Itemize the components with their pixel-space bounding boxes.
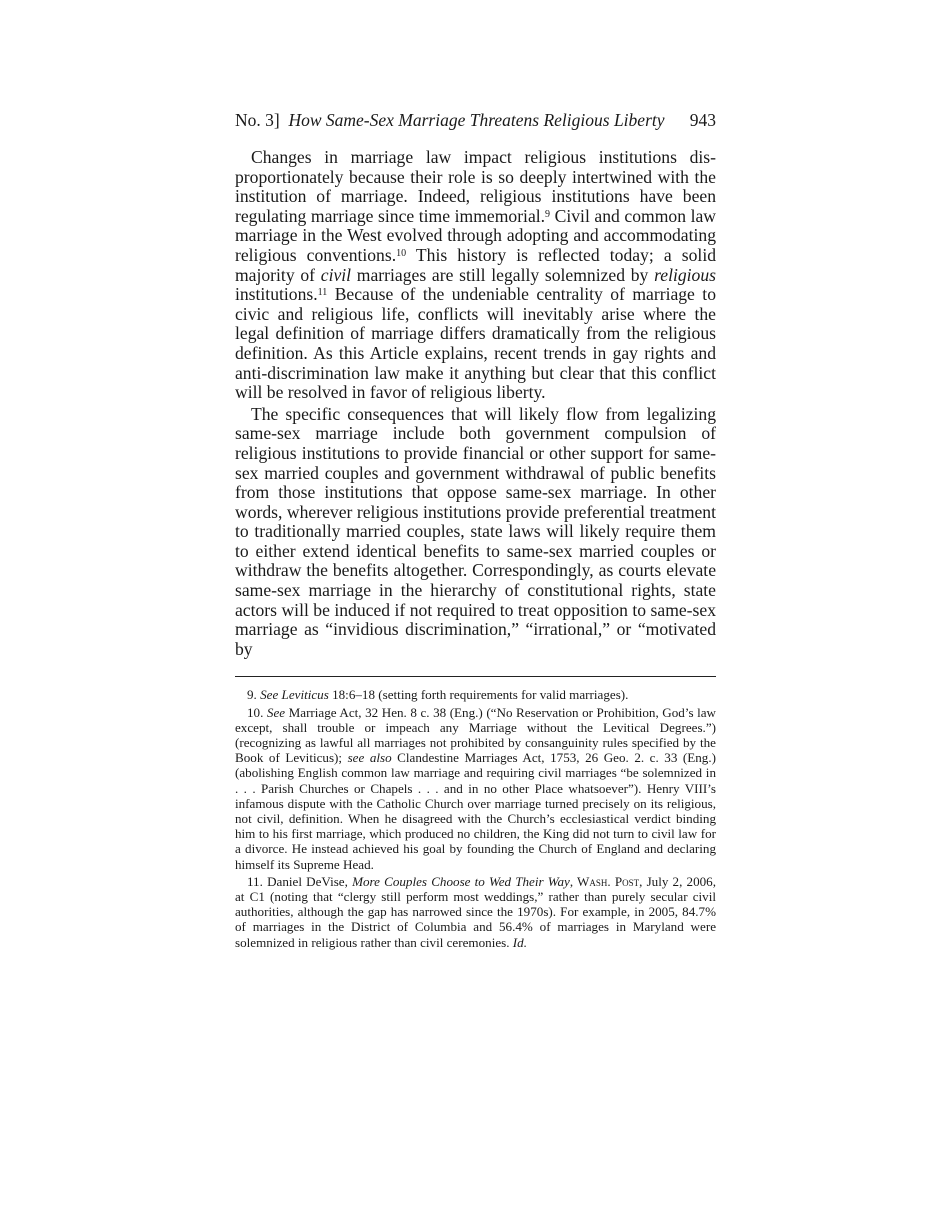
footnote-10: 10. See Marriage Act, 32 Hen. 8 c. 38 (Eng.) (“No Reservation or Prohibition, God’s law except, shall trouble or impeach any Marriage without the Levitical Degrees.”) (recognizing as lawful all marriages not prohibited by consanguinity rules specified by the Book of Leviticus); see also Clandestine Marriages Act, 1753, 26 Geo. 2. c. 33 (Eng.) (abolishing English common law marriage and requiring civil marriages “be solemnized in . . . Parish Churches or Chapels . . . and in no other Place whatsoever”). Henry VIII’s infamous dispute with the Catholic Church over marriage turned precisely on its religious, not civil, definition. When he disagreed with the Church’s ecclesiastical verdict binding him to his first marriage, which produced no children, the King did not turn to civil law for a divorce. He instead achieved his goal by founding the Church of England and declaring himself its Supreme Head. [235, 704, 716, 872]
header-left [235, 108, 665, 132]
footnote-ref-11[interactable]: 11 [317, 287, 328, 299]
footnote-9: 9. See Leviticus 18:6–18 (setting forth requirements for valid marriages). [247, 687, 629, 703]
footnote-divider [235, 676, 716, 677]
page [235, 108, 716, 950]
footnote-ref-10[interactable]: 10 [396, 247, 407, 259]
paragraph-1: Changes in marriage law impact religious institutions disproportionately because their role is so deeply intertwined with the institution of marriage. Indeed, religious institutions have been regulating marriage since time immemorial.$^9$ Civil and common law marriage in the West evolved through adopting and accommodating religious conventions.$^{10}$ This history is reflected today; a solid majority of civil marriages are still legally solemnized by religious institutions.$^{11}$ Because of the undeniable centrality of marriage to civic and religious life, conflicts will inevitably arise where the legal definition of marriage differs dramatically from the religious definition. As this Article explains, recent trends in gay rights and anti-discrimination law make it anything but clear that this conflict will be resolved in favor of religious liberty. [235, 147, 717, 403]
footnote-11: 11. Daniel DeVise, More Couples Choose to Wed Their Way, Wash. Post, July 2, 2006, at C1 (noting that “clergy still perform most weddings,” rather than purely secular civil authorities, although the gap has narrowed since the 1970s). For example, in 2005, 84.7% of marriages in the District of Columbia and 56.4% of marriages in Maryland were solemnized in religious rather than civil ceremonies. Id. [235, 873, 717, 950]
running-header [235, 108, 716, 132]
paragraph-2: The specific consequences that will likely flow from legalizing same-sex marriage include both government compulsion of religious institutions to provide financial or other support for same-sex married couples and government withdrawal of public benefits from those institutions that oppose same-sex marriage. In other words, wherever religious institutions provide preferential treatment to traditionally married couples, state laws will likely require them to either extend identical benefits to same-sex married couples or withdraw the benefits altogether. Correspondingly, as courts elevate same-sex marriage in the hierarchy of constitutional rights, state actors will be induced if not required to treat opposition to same-sex marriage as “invidious discrimination,” “irrational,” or “motivated by [235, 403, 716, 659]
emphasis-religious: religious [654, 264, 716, 285]
body-text [235, 148, 716, 659]
article-title: How Same-Sex Marriage Threatens Religious Liberty [288, 110, 665, 130]
issue-label: No. 3] [235, 110, 280, 130]
footnote-ref-9[interactable]: 9 [545, 208, 551, 220]
footnotes [235, 687, 716, 949]
page-number: 943 [689, 110, 716, 130]
emphasis-civil: civil [320, 264, 352, 285]
